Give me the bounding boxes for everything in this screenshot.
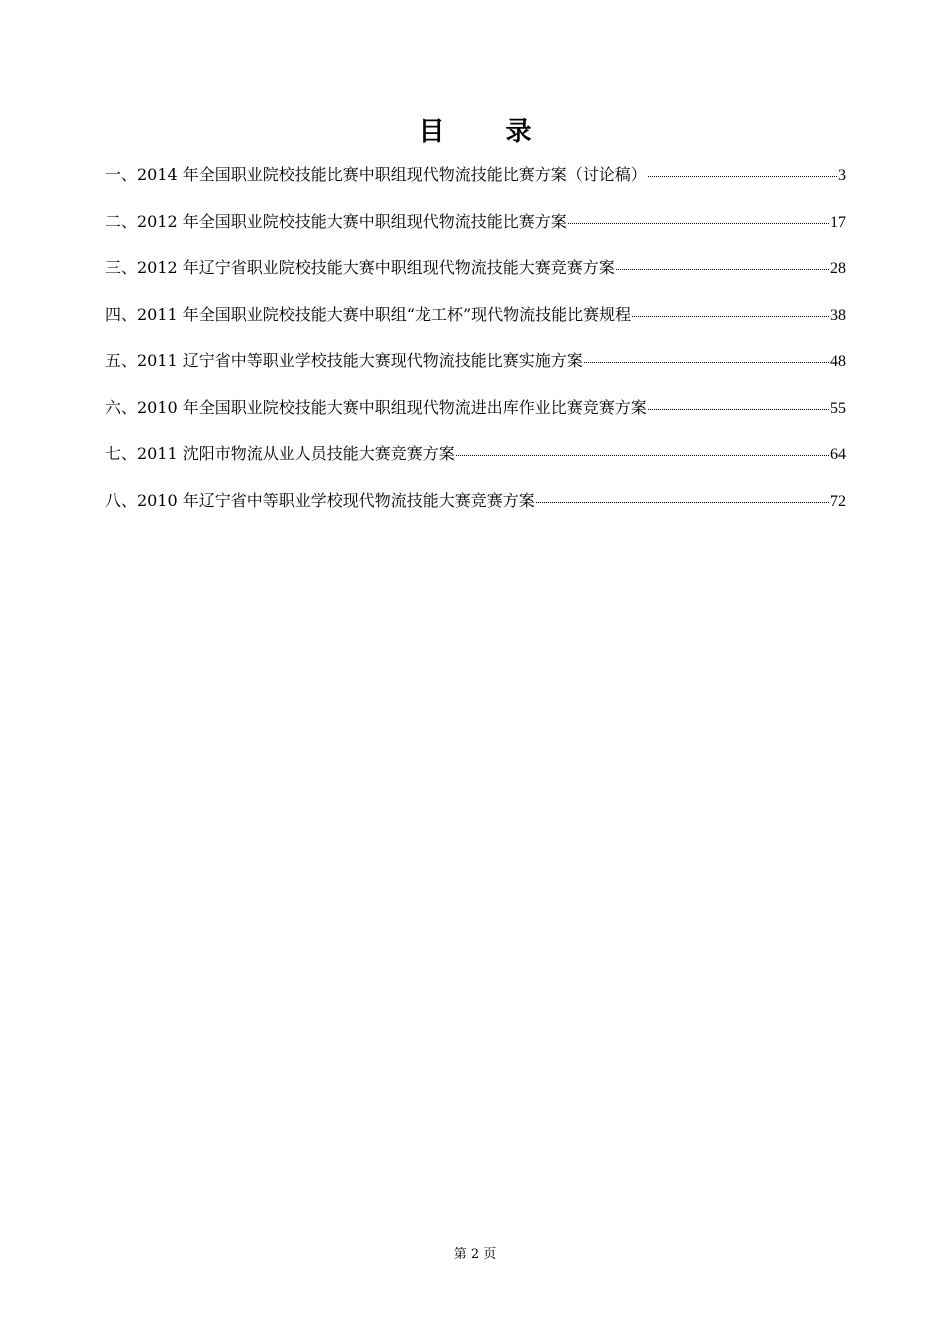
toc-dot-leader (568, 223, 829, 224)
toc-entry-3[interactable] (105, 253, 846, 300)
toc-entry-label: 六、2010 年全国职业院校技能大赛中职组现代物流进出库作业比赛竞赛方案 (105, 393, 647, 423)
page-title: 目 录 (418, 117, 558, 147)
toc-dot-leader (648, 176, 837, 177)
toc-entry-8[interactable] (105, 486, 846, 533)
toc-entry-5[interactable] (105, 346, 846, 393)
toc-entry-label: 一、2014 年全国职业院校技能比赛中职组现代物流技能比赛方案（讨论稿） (105, 160, 647, 190)
table-of-contents (105, 160, 846, 532)
toc-entry-label: 八、2010 年辽宁省中等职业学校现代物流技能大赛竞赛方案 (105, 486, 535, 516)
toc-entry-page-number: 48 (830, 353, 846, 370)
toc-entry-label: 四、2011 年全国职业院校技能大赛中职组“龙工杯”现代物流技能比赛规程 (105, 300, 631, 330)
toc-dot-leader (648, 409, 829, 410)
toc-dot-leader (456, 455, 829, 456)
toc-dot-leader (584, 362, 829, 363)
toc-entry-page-number: 28 (830, 260, 846, 277)
toc-entry-page-number: 17 (830, 213, 846, 231)
page-footer-number: 第 2 页 (453, 1247, 497, 1262)
toc-entry-1[interactable] (105, 160, 846, 207)
toc-entry-4[interactable] (105, 300, 846, 347)
toc-dot-leader (632, 316, 829, 317)
toc-entry-label: 二、2012 年全国职业院校技能大赛中职组现代物流技能比赛方案 (105, 207, 567, 237)
toc-entry-label: 七、2011 沈阳市物流从业人员技能大赛竞赛方案 (105, 439, 455, 469)
toc-entry-page-number: 72 (830, 492, 846, 510)
toc-entry-2[interactable] (105, 207, 846, 254)
toc-entry-page-number: 55 (830, 399, 846, 417)
toc-entry-6[interactable] (105, 393, 846, 440)
toc-entry-7[interactable] (105, 439, 846, 486)
toc-entry-page-number: 38 (830, 306, 846, 324)
toc-entry-label: 五、2011 辽宁省中等职业学校技能大赛现代物流技能比赛实施方案 (105, 346, 583, 376)
toc-entry-page-number: 64 (830, 446, 846, 463)
toc-dot-leader (536, 502, 829, 503)
toc-dot-leader (616, 269, 829, 270)
toc-entry-label: 三、2012 年辽宁省职业院校技能大赛中职组现代物流技能大赛竞赛方案 (105, 253, 615, 283)
toc-entry-page-number: 3 (838, 167, 846, 184)
